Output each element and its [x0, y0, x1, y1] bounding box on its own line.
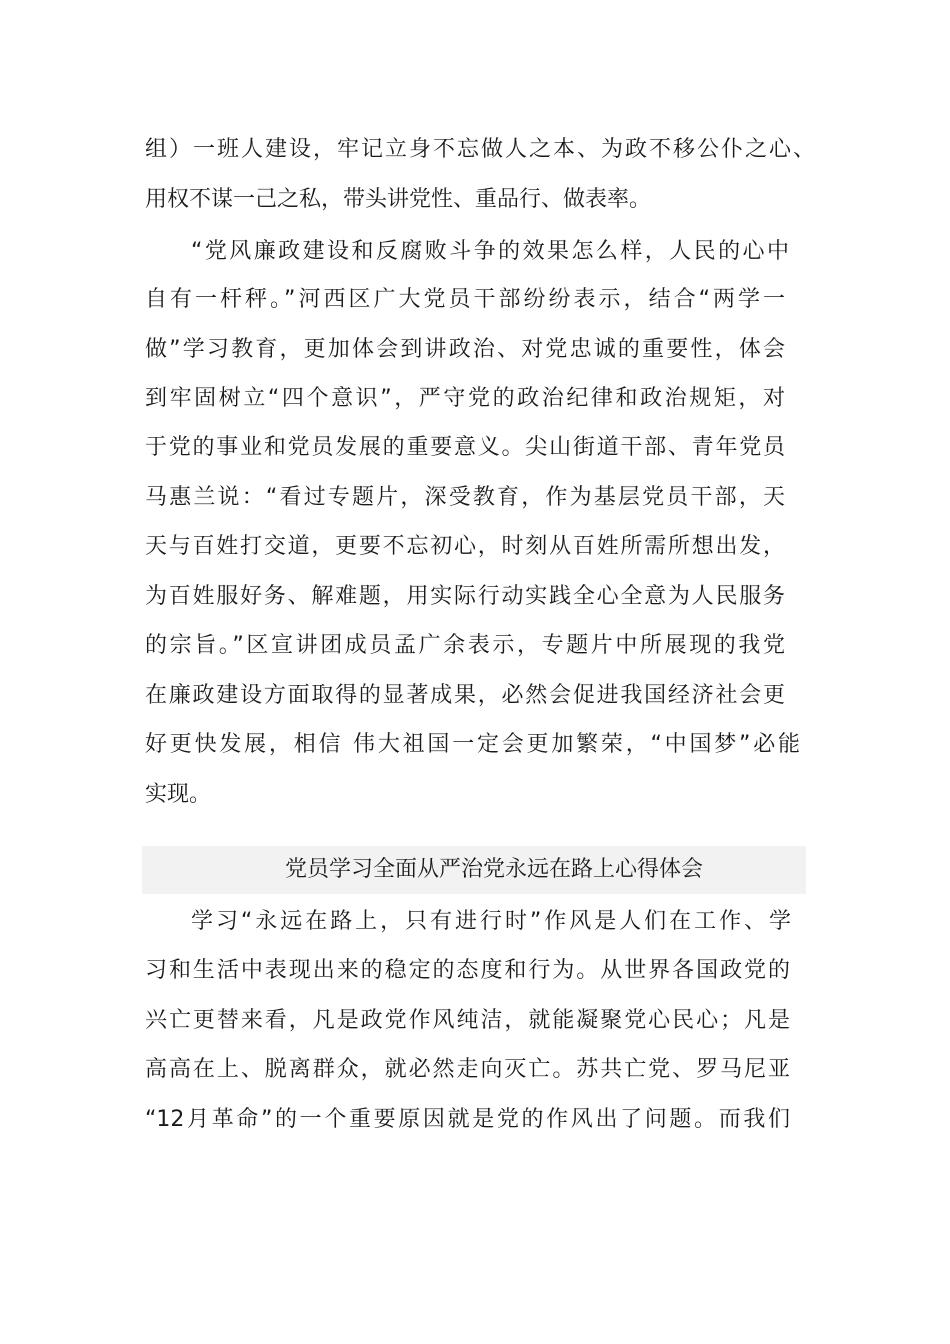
section-title-band [142, 846, 806, 894]
paragraph-line: “党风廉政建设和反腐败斗争的效果怎么样，人民的心中 [191, 239, 789, 264]
section-title: 党员学习全面从严治党永远在路上心得体会 [284, 857, 703, 882]
paragraph-line: 实现。 [145, 782, 212, 807]
paragraph-line: 于党的事业和党员发展的重要意义。尖山街道干部、青年党员 [145, 435, 785, 460]
paragraph-line: 学习“永远在路上，只有进行时”作风是人们在工作、学 [191, 909, 791, 934]
paragraph-line: 用权不谋一己之私，带头讲党性、重品行、做表率。 [145, 187, 652, 212]
paragraph-line: 的宗旨。”区宣讲团成员孟广余表示，专题片中所展现的我党 [145, 633, 785, 658]
paragraph-line: 兴亡更替来看，凡是政党作风纯洁，就能凝聚党心民心；凡是 [145, 1008, 790, 1033]
paragraph-line: 天与百姓打交道，更要不忘初心，时刻从百姓所需所想出发， [145, 534, 785, 559]
paragraph-line: 到牢固树立“四个意识”，严守党的政治纪律和政治规矩，对 [145, 386, 785, 411]
paragraph-line: 组）一班人建设，牢记立身不忘做人之本、为政不移公仆之心、 [145, 137, 815, 162]
paragraph-line: 好更快发展，相信 伟大祖国一定会更加繁荣，“中国梦”必能 [145, 732, 800, 757]
paragraph-line: 在廉政建设方面取得的显著成果，必然会促进我国经济社会更 [145, 683, 785, 708]
paragraph-line: 为百姓服好务、解难题，用实际行动实践全心全意为人民服务 [145, 584, 785, 609]
paragraph-line: 马惠兰说：“看过专题片，深受教育，作为基层党员干部，天 [145, 485, 785, 510]
paragraph-line: 自有一杆秤。”河西区广大党员干部纷纷表示，结合“两学一 [145, 287, 785, 312]
paragraph-line: “12月革命”的一个重要原因就是党的作风出了问题。而我们 [145, 1107, 790, 1132]
paragraph-line: 高高在上、脱离群众，就必然走向灭亡。苏共亡党、罗马尼亚 [145, 1057, 790, 1082]
paragraph-line: 习和生活中表现出来的稳定的态度和行为。从世界各国政党的 [145, 958, 790, 983]
paragraph-line: 做”学习教育，更加体会到讲政治、对党忠诚的重要性，体会 [145, 337, 785, 362]
